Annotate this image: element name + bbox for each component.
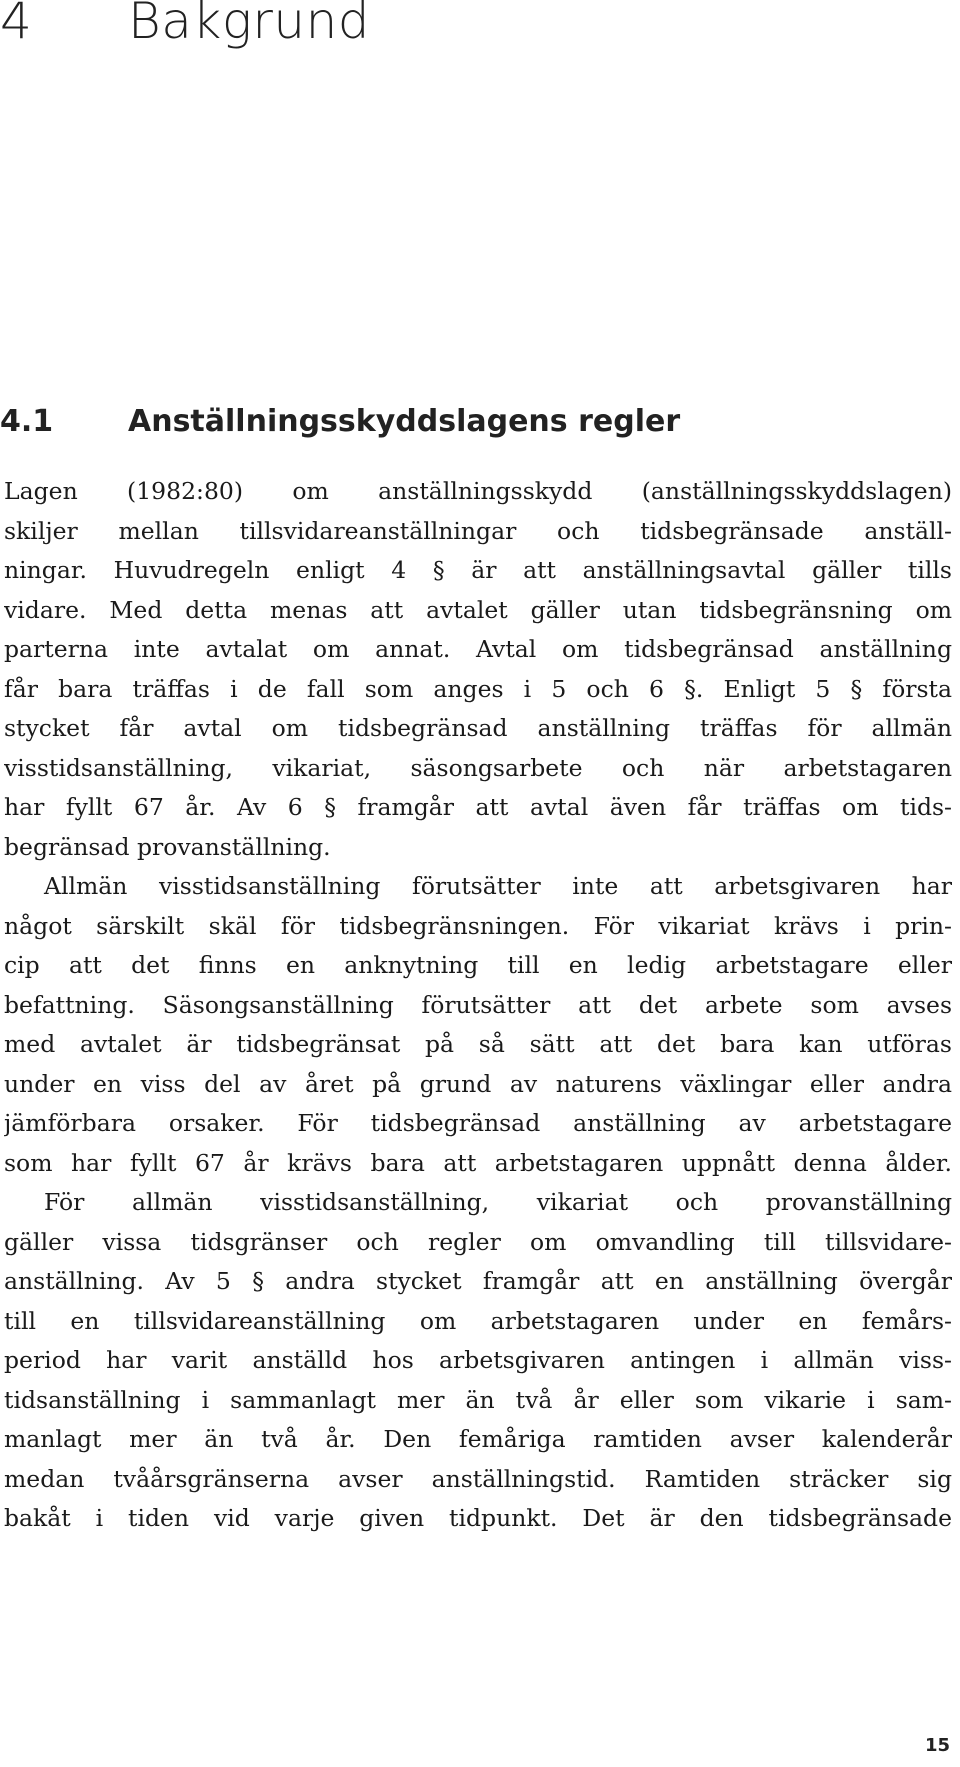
chapter-title [0, 0, 370, 50]
text-line: skiljer mellan tillsvidareanställningar och tidsbegränsade anställ- [4, 516, 952, 545]
text-line: befattning. Säsongsanställning förutsätter att det arbete som avses [4, 990, 952, 1019]
text-line: visstidsanställning, vikariat, säsongsarbete och när arbetstagaren [4, 753, 952, 782]
chapter-title-text: Bakgrund [128, 0, 371, 50]
text-line: till en tillsvidareanställning om arbetstagaren under en femårs- [4, 1306, 952, 1335]
text-line: under en viss del av året på grund av naturens växlingar eller andra [4, 1069, 952, 1098]
text-line: medan tvåårsgränserna avser anställningstid. Ramtiden sträcker sig [4, 1464, 952, 1493]
text-line: har fyllt 67 år. Av 6 § framgår att avtal även får träffas om tids- [4, 793, 952, 821]
text-line: period har varit anställd hos arbetsgivaren antingen i allmän viss- [4, 1346, 952, 1374]
text-line: ningar. Huvudregeln enligt 4 § är att anställningsavtal gäller tills [4, 556, 952, 584]
text-line: parterna inte avtalat om annat. Avtal om tidsbegränsad anställning [4, 635, 952, 663]
page-number: 15 [924, 1735, 950, 1756]
text-line: jämförbara orsaker. För tidsbegränsad anställning av arbetstagare [4, 1109, 952, 1137]
text-line: bakåt i tiden vid varje given tidpunkt. Det är den tidsbegränsade [4, 1504, 952, 1532]
section-title [0, 404, 680, 439]
text-line: vidare. Med detta menas att avtalet gäller utan tidsbegränsning om [4, 595, 952, 624]
text-line: som har fyllt 67 år krävs bara att arbetstagaren uppnått denna ålder. [4, 1148, 952, 1177]
text-line: med avtalet är tidsbegränsat på så sätt att det bara kan utföras [4, 1030, 952, 1058]
text-line: begränsad provanställning. [4, 832, 331, 861]
text-line: Allmän visstidsanställning förutsätter inte att arbetsgivaren har [44, 872, 952, 900]
text-line: anställning. Av 5 § andra stycket framgår att en anställning övergår [4, 1267, 952, 1295]
section-title-text: Anställningsskyddslagens regler [128, 404, 681, 439]
body-text [4, 472, 952, 1539]
text-line: cip att det finns en anknytning till en ledig arbetstagare eller [4, 951, 952, 979]
text-line: får bara träffas i de fall som anges i 5 och 6 §. Enligt 5 § första [4, 674, 952, 703]
section-number: 4.1 [0, 404, 54, 439]
text-line: gäller vissa tidsgränser och regler om omvandling till tillsvidare- [4, 1227, 952, 1256]
text-line: stycket får avtal om tidsbegränsad anställning träffas för allmän [4, 714, 952, 742]
chapter-number: 4 [0, 0, 33, 50]
text-line: manlagt mer än två år. Den femåriga ramtiden avser kalenderår [4, 1425, 952, 1453]
text-line: tidsanställning i sammanlagt mer än två år eller som vikarie i sam- [4, 1385, 952, 1414]
text-line: Lagen (1982:80) om anställningsskydd (anställningsskyddslagen) [4, 477, 952, 505]
text-line: något särskilt skäl för tidsbegränsningen. För vikariat krävs i prin- [4, 911, 952, 940]
text-line: För allmän visstidsanställning, vikariat och provanställning [44, 1188, 952, 1216]
